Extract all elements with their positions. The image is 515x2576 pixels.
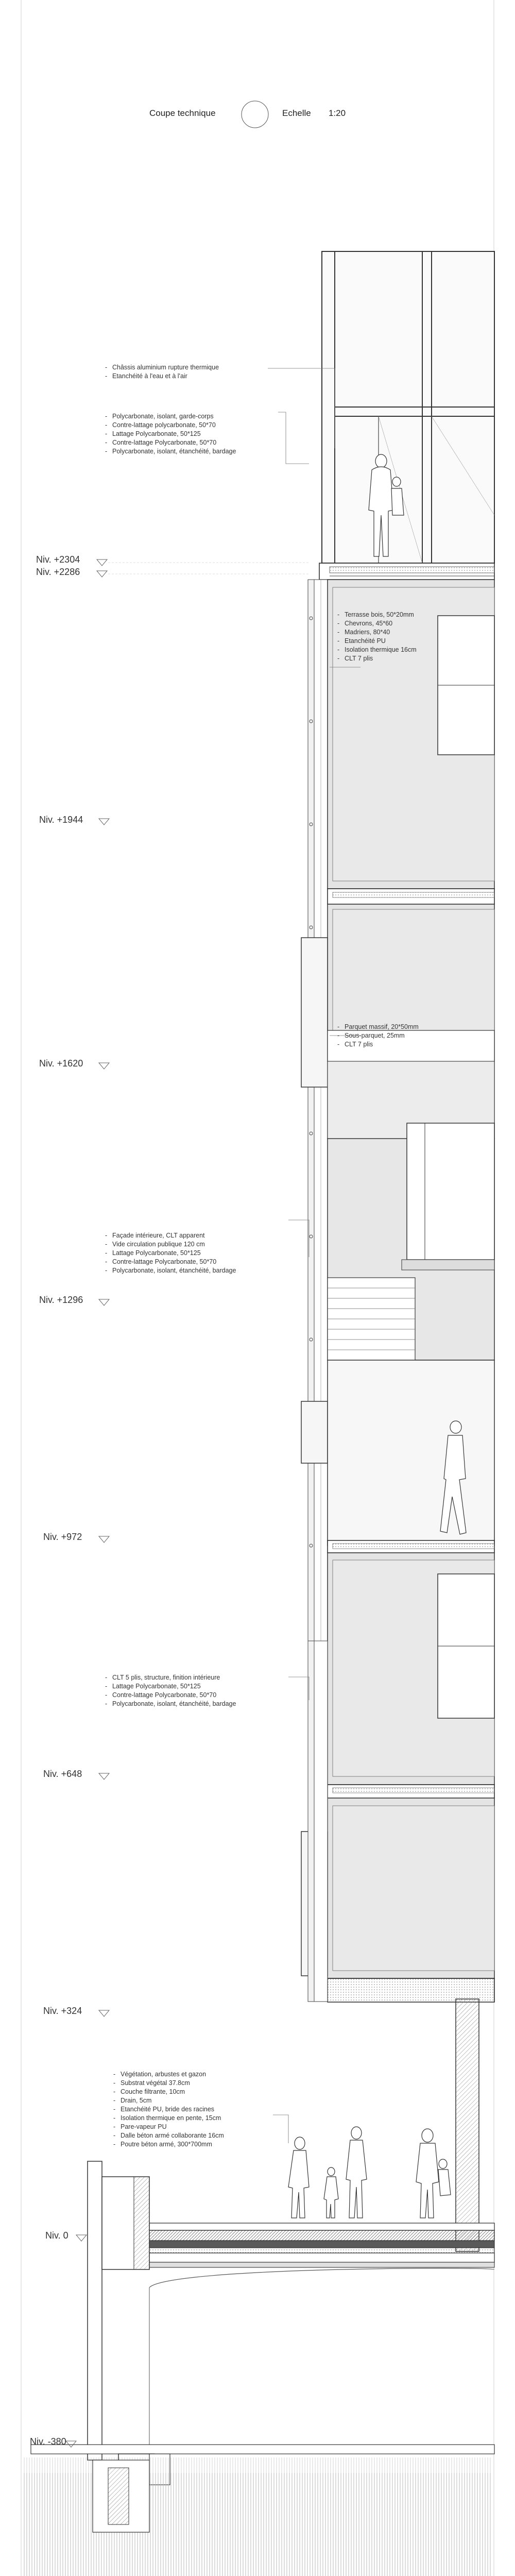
annotation-line: - CLT 7 plis [337,654,417,663]
annotation-line: - Dalle béton armé collaborante 16cm [113,2131,224,2140]
annotation-line: - Etanchéité à l'eau et à l'air [105,372,219,381]
annotation-line: - Terrasse bois, 50*20mm [337,611,417,619]
level-label-minus-380: Niv. -380 [30,2436,66,2447]
drawing-title: Coupe technique [149,108,216,118]
annotation-floor [337,1023,419,1049]
level-label-972: Niv. +972 [43,1532,82,1542]
footing-core [108,2468,129,2524]
level-label-324: Niv. +324 [43,2006,82,2016]
annotation-line: - Etanchéité PU [337,637,417,646]
annotation-line: - Isolation thermique en pente, 15cm [113,2114,224,2123]
storey-1620 [301,904,494,1139]
annotation-clt-wall [105,1673,236,1708]
annotation-line: - Contre-lattage Polycarbonate, 50*70 [105,438,236,447]
level-lines [108,563,309,574]
annotation-line: - Parquet massif, 20*50mm [337,1023,419,1031]
annotation-line: - Contre-lattage Polycarbonate, 50*70 [105,1691,236,1700]
annotation-line: - Madriers, 80*40 [337,628,417,637]
annotation-terrace [337,611,417,663]
annotation-line: - Sous-parquet, 25mm [337,1031,419,1040]
level-label-1620: Niv. +1620 [39,1058,83,1069]
annotation-line: - Chevrons, 45*60 [337,619,417,628]
scale-label: Echelle [282,108,311,118]
annotation-line: - Façade intérieure, CLT apparent [105,1231,236,1240]
annotation-line: - Polycarbonate, isolant, étanchéité, bardage [105,1266,236,1275]
annotation-line: - Polycarbonate, isolant, étanchéité, bardage [105,1700,236,1708]
annotation-line: - Châssis aluminium rupture thermique [105,363,219,372]
annotation-line: - Lattage Polycarbonate, 50*125 [105,1249,236,1258]
annotation-line: - Etanchéité PU, bride des racines [113,2105,224,2114]
level-label-1296: Niv. +1296 [39,1295,83,1305]
annotation-line: - Contre-lattage polycarbonate, 50*70 [105,421,236,430]
annotation-parapet [105,412,236,456]
annotation-line: - Lattage Polycarbonate, 50*125 [105,430,236,438]
annotation-line: - Poutre béton armé, 300*700mm [113,2140,224,2149]
annotation-line: - Isolation thermique 16cm [337,646,417,654]
annotation-line: - CLT 5 plis, structure, finition intérieure [105,1673,236,1682]
slab-2304 [319,563,494,580]
annotation-line: - Polycarbonate, isolant, garde-corps [105,412,236,421]
storey-648 [328,1553,494,1798]
scale-circle [242,101,268,128]
annotation-line: - Drain, 5cm [113,2096,224,2105]
level-label-1944: Niv. +1944 [39,815,83,825]
level-label-2304: Niv. +2304 [36,554,80,565]
annotation-line: - Polycarbonate, isolant, étanchéité, bardage [105,447,236,456]
scale-value: 1:20 [329,108,346,118]
annotation-ground-build-up [113,2070,224,2149]
top-storey-window [322,251,494,563]
annotation-window [105,363,219,381]
concrete-column [456,1999,479,2251]
level-label-0: Niv. 0 [45,2230,68,2241]
annotation-facade-interior [105,1231,236,1275]
annotation-line: - Vide circulation publique 120 cm [105,1240,236,1249]
storey-972 [328,1360,494,1553]
ground-slab [149,2223,494,2267]
annotation-line: - Contre-lattage Polycarbonate, 50*70 [105,1258,236,1266]
level-label-2286: Niv. +2286 [36,567,80,577]
figures-ground [288,2127,451,2218]
annotation-line: - Couche filtrante, 10cm [113,2088,224,2096]
annotation-line: - Pare-vapeur PU [113,2123,224,2131]
facade-strip [308,580,328,1641]
annotation-line: - Substrat végétal 37.8cm [113,2079,224,2088]
annotation-line: - CLT 7 plis [337,1040,419,1049]
annotation-line: - Lattage Polycarbonate, 50*125 [105,1682,236,1691]
annotation-line: - Végétation, arbustes et gazon [113,2070,224,2079]
level-label-648: Niv. +648 [43,1769,82,1779]
